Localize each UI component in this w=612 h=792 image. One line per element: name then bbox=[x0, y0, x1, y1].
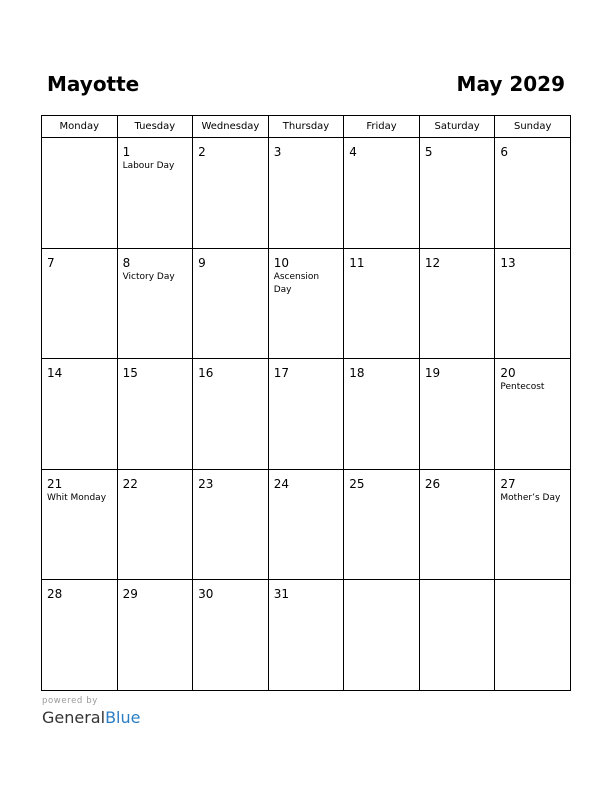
day-cell-13 bbox=[495, 248, 571, 359]
day-cell-17 bbox=[268, 359, 344, 470]
footer bbox=[42, 696, 140, 728]
day-number: 29 bbox=[122, 587, 138, 601]
day-cell-21 bbox=[42, 469, 118, 580]
holiday-label: Whit Monday bbox=[47, 492, 107, 503]
day-cell-29 bbox=[117, 580, 193, 691]
day-number: 14 bbox=[47, 366, 63, 380]
day-number: 20 bbox=[500, 366, 516, 380]
day-number: 25 bbox=[349, 476, 365, 491]
day-cell-22 bbox=[117, 469, 193, 580]
day-number: 19 bbox=[424, 366, 441, 380]
country-title: Mayotte bbox=[47, 72, 140, 96]
day-cell-1 bbox=[117, 138, 193, 249]
logo-blue: Blue bbox=[105, 708, 141, 727]
day-number: 15 bbox=[122, 366, 138, 380]
day-cell-28 bbox=[42, 580, 118, 691]
day-number: 30 bbox=[198, 587, 214, 601]
day-cell-31 bbox=[268, 580, 344, 691]
weekday-thursday: Thursday bbox=[268, 116, 344, 138]
weekday-saturday: Saturday bbox=[419, 116, 495, 138]
day-cell-15 bbox=[117, 359, 193, 470]
day-cell-25 bbox=[344, 469, 420, 580]
empty-day-cell bbox=[495, 580, 571, 691]
empty-day-cell bbox=[42, 138, 118, 249]
day-number: 5 bbox=[424, 145, 433, 159]
day-number: 22 bbox=[122, 476, 138, 491]
day-number: 27 bbox=[500, 476, 516, 491]
day-cell-26 bbox=[419, 469, 495, 580]
holiday-label: Pentecost bbox=[500, 382, 545, 392]
day-cell-3 bbox=[268, 138, 344, 249]
day-number: 9 bbox=[198, 255, 206, 270]
week-row bbox=[42, 248, 571, 359]
holiday-label: Mother’s Day bbox=[500, 492, 561, 503]
day-cell-18 bbox=[344, 359, 420, 470]
empty-day-cell bbox=[344, 580, 420, 691]
day-cell-30 bbox=[193, 580, 269, 691]
weekday-monday: Monday bbox=[42, 116, 118, 138]
day-cell-9 bbox=[193, 248, 269, 359]
weekday-wednesday: Wednesday bbox=[193, 116, 269, 138]
day-number: 28 bbox=[47, 587, 63, 601]
weekday-sunday: Sunday bbox=[495, 116, 571, 138]
day-number: 23 bbox=[198, 476, 214, 491]
day-number: 21 bbox=[47, 476, 63, 491]
day-cell-12 bbox=[419, 248, 495, 359]
day-cell-27 bbox=[495, 469, 571, 580]
day-cell-14 bbox=[42, 359, 118, 470]
calendar-grid bbox=[41, 115, 571, 691]
day-number: 2 bbox=[198, 145, 206, 159]
day-number: 6 bbox=[500, 145, 509, 159]
day-number: 31 bbox=[273, 587, 289, 601]
day-cell-19 bbox=[419, 359, 495, 470]
day-cell-20 bbox=[495, 359, 571, 470]
empty-day-cell bbox=[419, 580, 495, 691]
day-number: 1 bbox=[122, 145, 131, 159]
powered-by-text: powered by bbox=[42, 696, 98, 706]
day-cell-11 bbox=[344, 248, 420, 359]
day-number: 8 bbox=[122, 255, 131, 270]
day-number: 26 bbox=[424, 476, 441, 491]
day-number: 16 bbox=[198, 366, 214, 380]
weekday-header-row bbox=[42, 116, 571, 138]
day-number: 4 bbox=[349, 145, 357, 159]
weekday-tuesday: Tuesday bbox=[117, 116, 193, 138]
day-number: 11 bbox=[349, 255, 365, 270]
week-row bbox=[42, 469, 571, 580]
holiday-label: Ascension Day bbox=[273, 271, 320, 295]
day-cell-23 bbox=[193, 469, 269, 580]
day-cell-4 bbox=[344, 138, 420, 249]
holiday-label: Labour Day bbox=[122, 161, 175, 171]
day-number: 13 bbox=[500, 255, 516, 270]
week-row bbox=[42, 580, 571, 691]
holiday-label: Victory Day bbox=[122, 271, 175, 282]
day-number: 7 bbox=[47, 255, 55, 270]
week-row bbox=[42, 138, 571, 249]
logo-general: General bbox=[42, 708, 106, 727]
day-number: 12 bbox=[424, 255, 441, 270]
day-number: 18 bbox=[349, 366, 365, 380]
day-number: 10 bbox=[273, 255, 289, 270]
day-cell-16 bbox=[193, 359, 269, 470]
week-row bbox=[42, 359, 571, 470]
day-cell-8 bbox=[117, 248, 193, 359]
day-number: 24 bbox=[273, 476, 289, 491]
calendar-header bbox=[41, 72, 571, 98]
day-cell-2 bbox=[193, 138, 269, 249]
day-cell-6 bbox=[495, 138, 571, 249]
weekday-friday: Friday bbox=[344, 116, 420, 138]
day-number: 3 bbox=[273, 145, 282, 159]
month-year-title: May 2029 bbox=[456, 72, 565, 96]
generalblue-logo[interactable] bbox=[42, 708, 140, 728]
day-cell-7 bbox=[42, 248, 118, 359]
day-cell-5 bbox=[419, 138, 495, 249]
day-cell-24 bbox=[268, 469, 344, 580]
day-number: 17 bbox=[273, 366, 289, 380]
day-cell-10 bbox=[268, 248, 344, 359]
